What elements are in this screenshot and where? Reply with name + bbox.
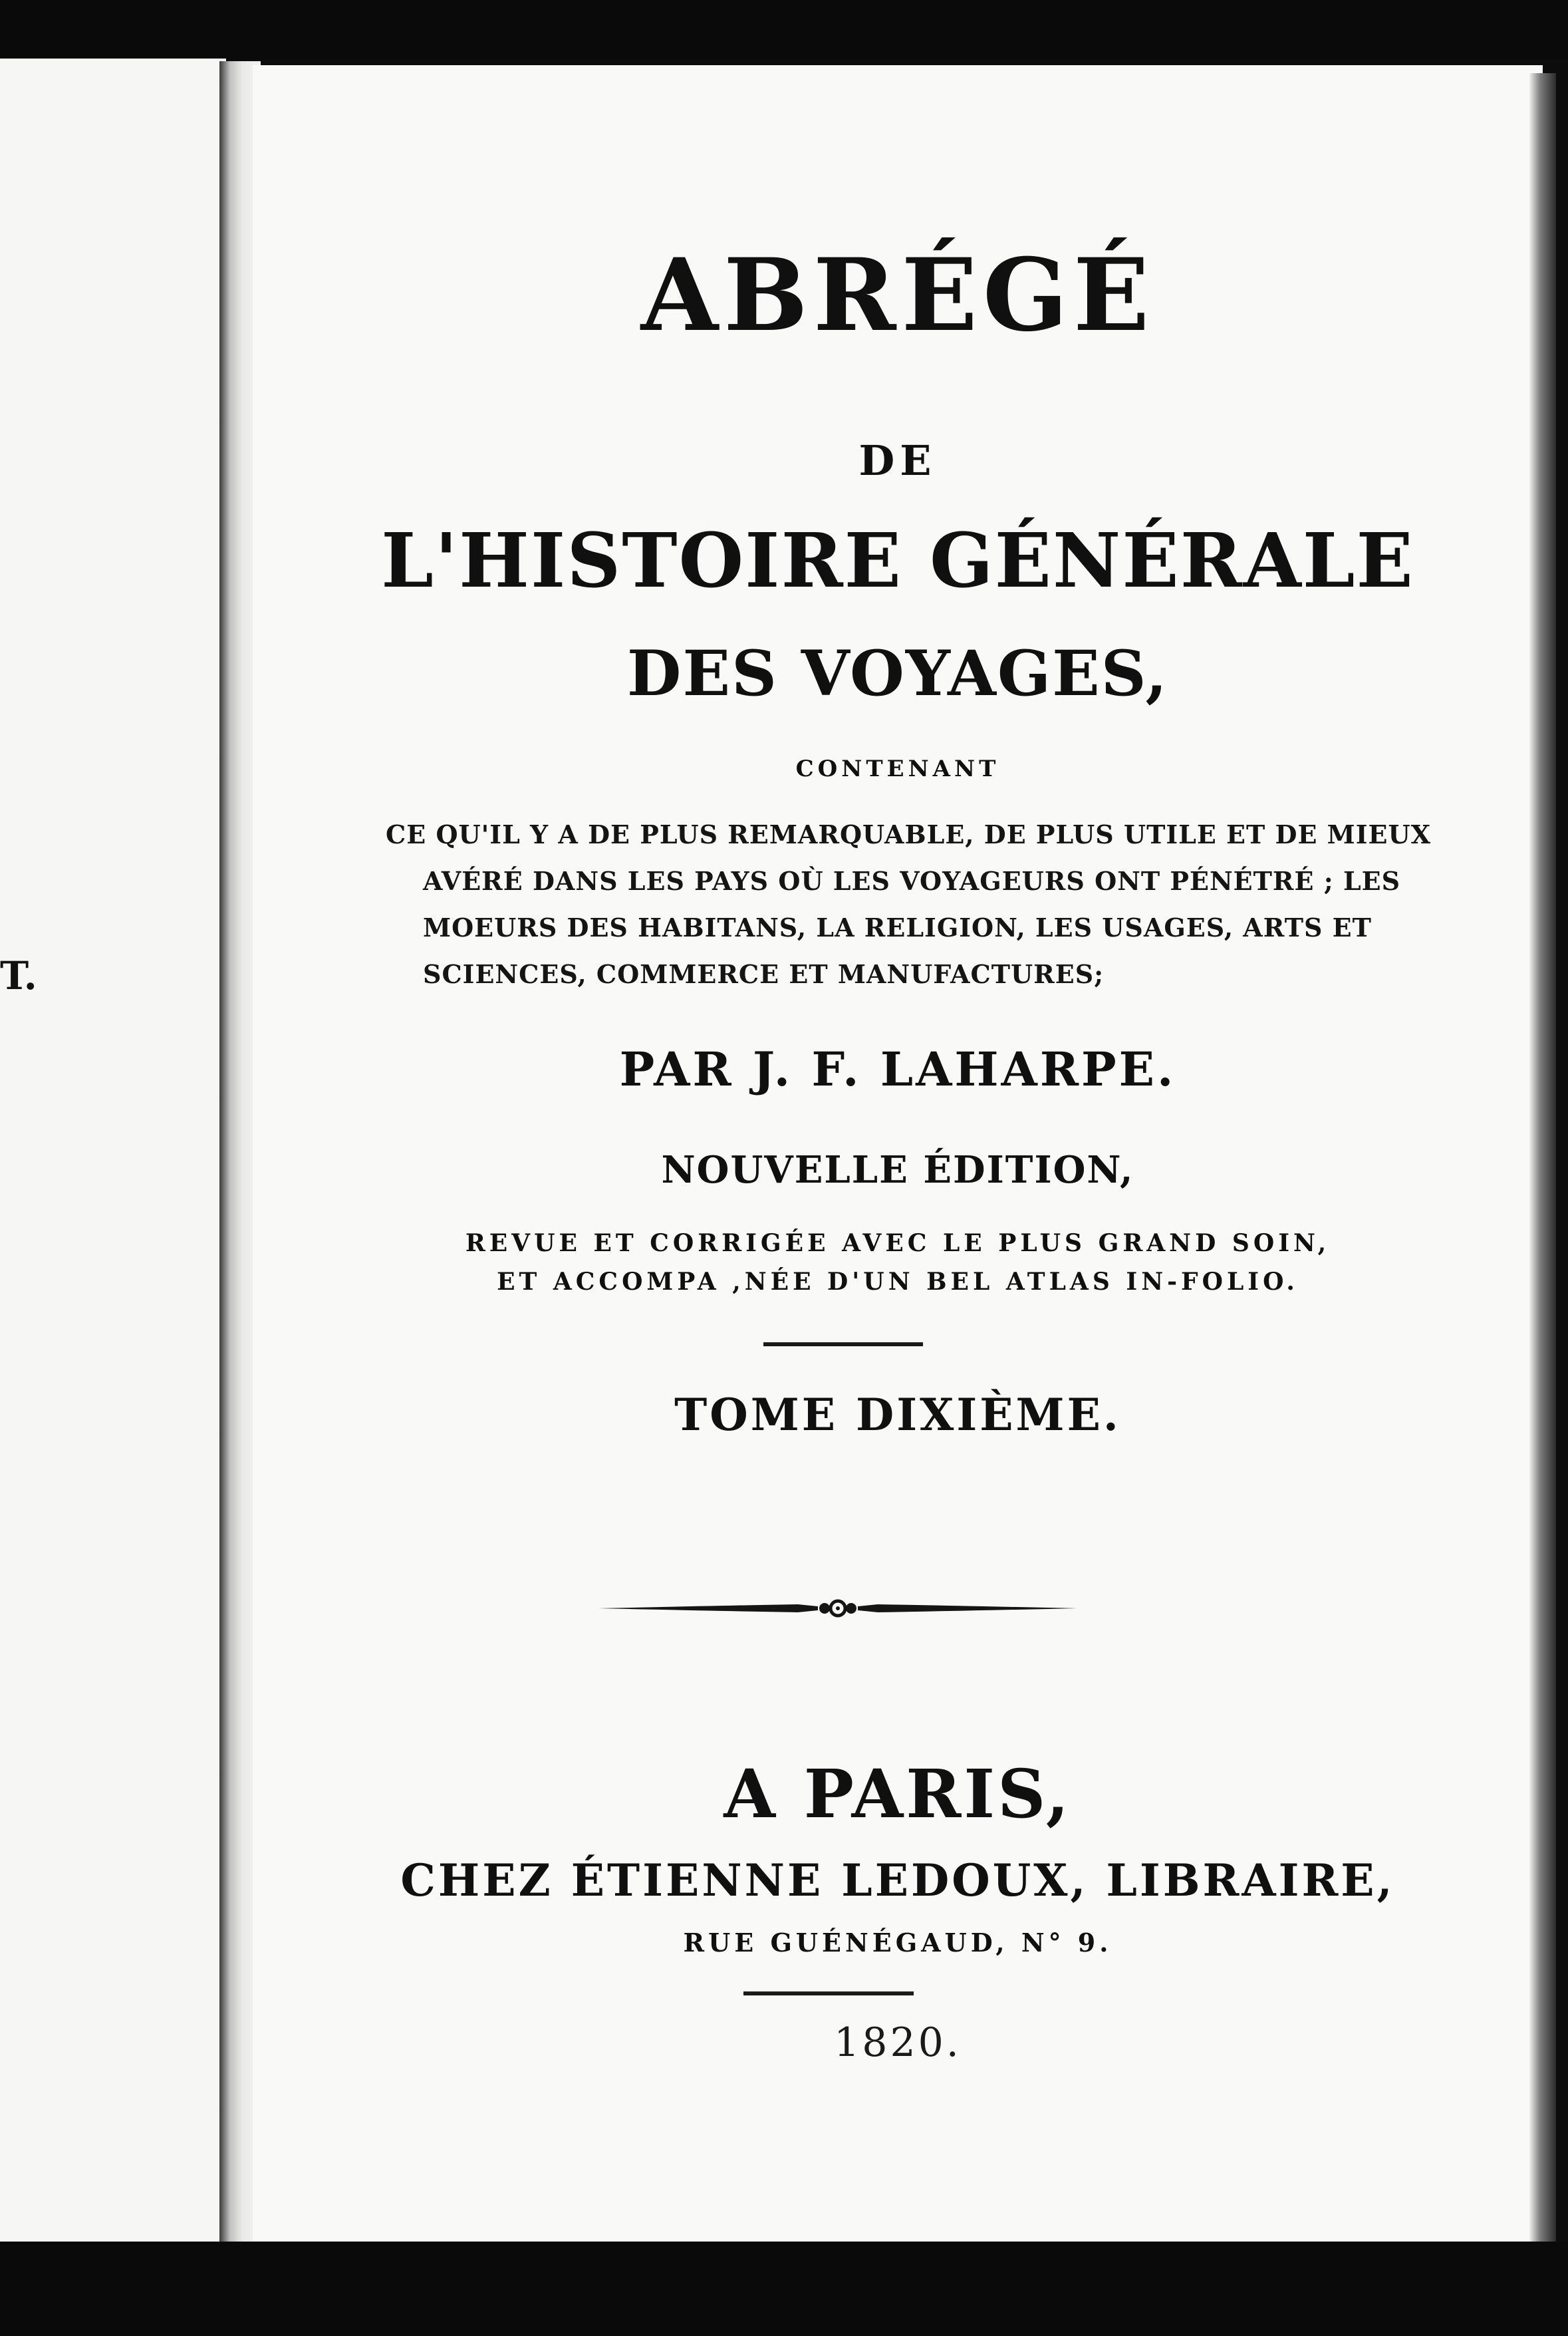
title-line-4: DES VOYAGES, [626,637,1169,710]
title-line-3: L'HISTOIRE GÉNÉRALE [381,517,1414,605]
previous-page-edge [0,59,226,2242]
description-line-3: MOEURS DES HABITANS, LA RELIGION, LES USAGES, ARTS ET [423,913,1372,943]
description-block [386,811,1432,998]
publisher-line: CHEZ ÉTIENNE LEDOUX, LIBRAIRE, [400,1854,1395,1906]
edition-sub-line-1: REVUE ET CORRIGÉE AVEC LE PLUS GRAND SOIN, [465,1229,1331,1257]
contenant-label: CONTENANT [795,756,1000,782]
year-line: 1820. [834,2019,962,2066]
previous-page-text-fragment: T. [0,953,37,998]
title-line-2: DE [858,436,937,485]
ornament-divider-icon [598,1588,1077,1628]
description-line-2: AVÉRÉ DANS LES PAYS OÙ LES VOYAGEURS ONT PÉNÉTRÉ ; LES [423,866,1401,896]
divider-rule-bottom [743,1991,914,1995]
description-line-4: SCIENCES, COMMERCE ET MANUFACTURES; [423,959,1105,989]
divider-rule [763,1342,923,1346]
description-line-1: CE QU'IL Y A DE PLUS REMARQUABLE, DE PLUS UTILE ET DE MIEUX [386,819,1432,849]
author-line: PAR J. F. LAHARPE. [619,1042,1176,1097]
place-line: A PARIS, [723,1755,1072,1833]
tome-line: TOME DIXIÈME. [674,1389,1121,1441]
title-page-content [253,65,1543,2243]
page-right-edge [1529,73,1556,2248]
edition-line: NOUVELLE ÉDITION, [661,1148,1134,1192]
scan-border-top [0,0,1568,60]
edition-sub-line-2: ET ACCOMPA ,NÉE D'UN BEL ATLAS IN-FOLIO. [497,1268,1299,1296]
title-line-1: ABRÉGÉ [640,237,1155,354]
scan-border-bottom [0,2242,1568,2336]
title-page [253,65,1543,2243]
address-line: RUE GUÉNÉGAUD, N° 9. [683,1928,1112,1958]
